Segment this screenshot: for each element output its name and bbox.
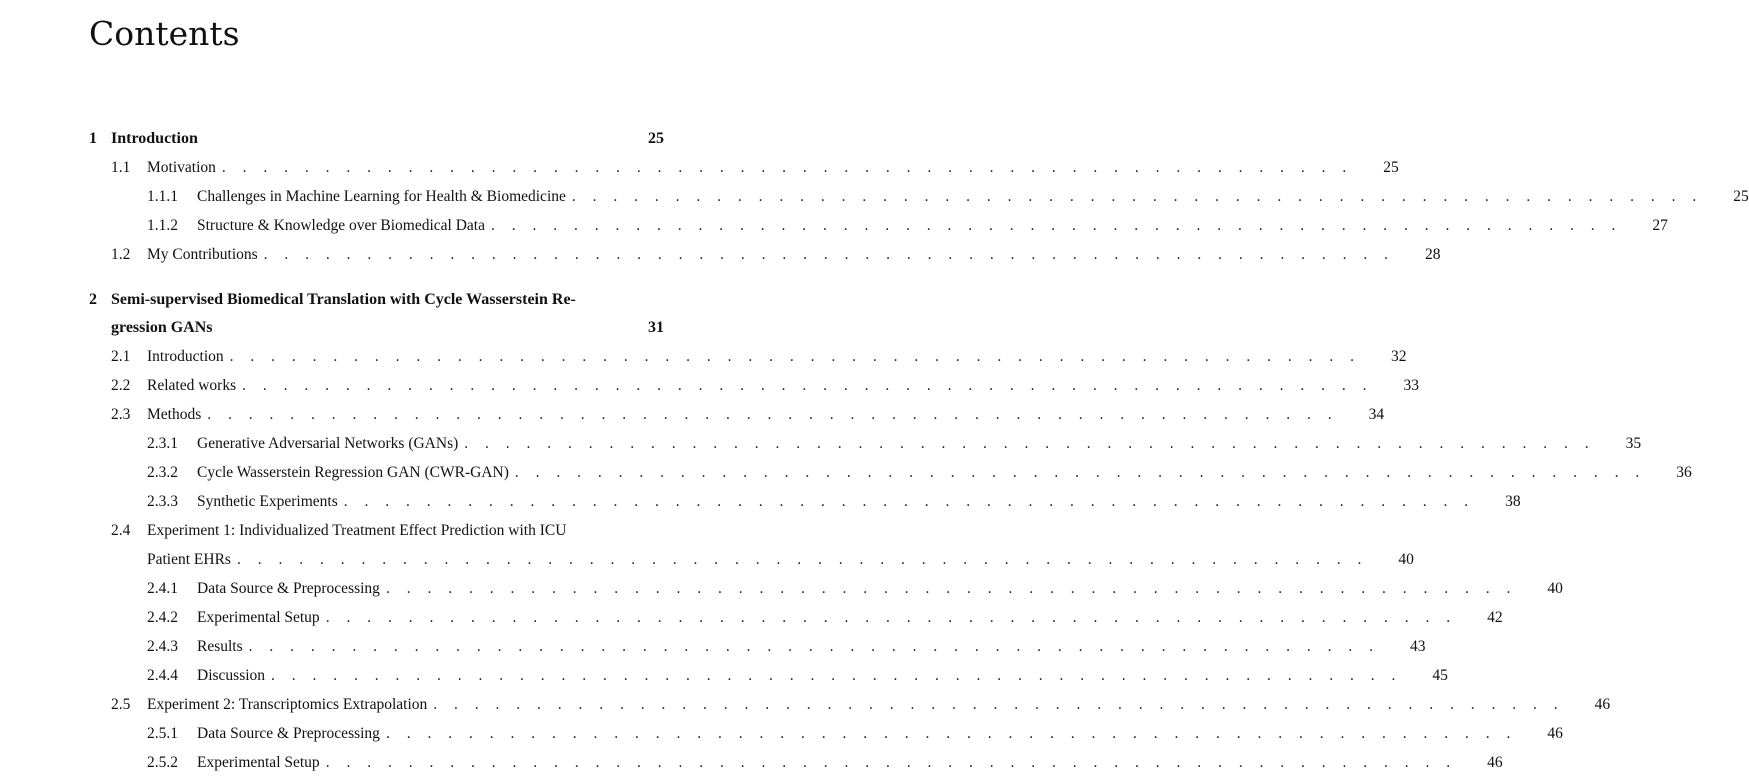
toc-dot-leader: . . . . . . . . . . . . . . . . . . . . . . . . . . . . . . . . . . . . . . . . . . . . . . . . . . . . . . . <box>248 638 1380 655</box>
toc-dot-leader: . . . . . . . . . . . . . . . . . . . . . . . . . . . . . . . . . . . . . . . . . . . . . . . . . . . . . . . <box>263 246 1395 263</box>
toc-page-number: 25 <box>1733 188 1749 205</box>
toc-number: 2.2 <box>111 377 131 394</box>
toc-number: 2.5.2 <box>147 754 178 771</box>
toc-label: Data Source & Preprocessing <box>197 725 380 742</box>
toc-entry-subsection[interactable] <box>147 429 1642 458</box>
toc-label: Related works <box>147 377 237 394</box>
toc-label: Introduction <box>111 130 198 147</box>
toc-label: Challenges in Machine Learning for Health & Biomedicine <box>197 188 566 205</box>
toc-number: 2.1 <box>111 348 131 365</box>
toc-label: Motivation <box>147 159 216 176</box>
toc-page-number: 25 <box>1383 159 1399 176</box>
toc-entry-chapter-2[interactable] <box>89 285 664 314</box>
toc-dot-leader: . . . . . . . . . . . . . . . . . . . . . . . . . . . . . . . . . . . . . . . . . . . . . . . . . . . . . . . <box>221 159 1353 176</box>
toc-label: Experimental Setup <box>197 609 320 626</box>
toc-label: Generative Adversarial Networks (GANs) <box>197 435 459 452</box>
toc-label: Experiment 2: Transcriptomics Extrapolation <box>147 696 428 713</box>
toc-entry-section[interactable] <box>111 240 1441 269</box>
toc-label: Introduction <box>147 348 224 365</box>
toc-label-continued: gression GANs <box>111 319 213 336</box>
toc-page-number: 36 <box>1676 464 1692 481</box>
toc-label: Semi-supervised Biomedical Translation with Cycle Wasserstein Re- <box>111 291 576 308</box>
toc-entry-section[interactable] <box>111 516 664 545</box>
toc-dot-leader: . . . . . . . . . . . . . . . . . . . . . . . . . . . . . . . . . . . . . . . . . . . . . . . . . . . . . . . <box>433 696 1565 713</box>
toc-number: 1.1.1 <box>147 188 178 205</box>
toc-number: 2.4.1 <box>147 580 178 597</box>
toc-dot-leader: . . . . . . . . . . . . . . . . . . . . . . . . . . . . . . . . . . . . . . . . . . . . . . . . . . . . . . . <box>343 493 1475 510</box>
toc-label: Experimental Setup <box>197 754 320 771</box>
toc-dot-leader: . . . . . . . . . . . . . . . . . . . . . . . . . . . . . . . . . . . . . . . . . . . . . . . . . . . . . . . <box>385 580 1517 597</box>
toc-number: 2.3.2 <box>147 464 178 481</box>
toc-number: 2.4.2 <box>147 609 178 626</box>
toc-number: 2.3 <box>111 406 131 423</box>
toc-page-number: 45 <box>1432 667 1448 684</box>
toc-dot-leader: . . . . . . . . . . . . . . . . . . . . . . . . . . . . . . . . . . . . . . . . . . . . . . . . . . . . . . . <box>236 551 1368 568</box>
toc-page-number: 46 <box>1547 725 1563 742</box>
toc-number: 2.4.4 <box>147 667 178 684</box>
toc-label: Discussion <box>197 667 266 684</box>
toc-label: Synthetic Experiments <box>197 493 338 510</box>
toc-entry-chapter-1[interactable] <box>89 124 664 153</box>
toc-page-number: 33 <box>1403 377 1419 394</box>
toc-page-number: 35 <box>1625 435 1642 452</box>
toc-entry-subsection[interactable] <box>147 719 1563 748</box>
toc-entry-subsection[interactable] <box>147 661 1448 690</box>
toc-number: 2.5 <box>111 696 131 713</box>
toc-label: Cycle Wasserstein Regression GAN (CWR-GAN) <box>197 464 509 481</box>
toc-entry-section[interactable] <box>111 153 1399 182</box>
toc-page-number: 27 <box>1652 217 1668 234</box>
toc-entry-subsection[interactable] <box>147 458 1692 487</box>
toc-page-number: 42 <box>1487 609 1503 626</box>
toc-dot-leader: . . . . . . . . . . . . . . . . . . . . . . . . . . . . . . . . . . . . . . . . . . . . . . . . . . . . . . . <box>325 754 1457 771</box>
toc-dot-leader: . . . . . . . . . . . . . . . . . . . . . . . . . . . . . . . . . . . . . . . . . . . . . . . . . . . . . . . <box>385 725 1517 742</box>
toc-entry-section[interactable] <box>111 400 1385 429</box>
toc-dot-leader: . . . . . . . . . . . . . . . . . . . . . . . . . . . . . . . . . . . . . . . . . . . . . . . . . . . . . . . <box>514 464 1646 481</box>
toc-number: 1.1.2 <box>147 217 178 234</box>
toc-dot-leader: . . . . . . . . . . . . . . . . . . . . . . . . . . . . . . . . . . . . . . . . . . . . . . . . . . . . . . . <box>571 188 1703 205</box>
toc-label: Methods <box>147 406 202 423</box>
toc-page-number: 40 <box>1547 580 1563 597</box>
toc-entry-subsection[interactable] <box>147 748 1503 777</box>
toc-number: 2.4 <box>111 522 131 539</box>
toc-number: 2.4.3 <box>147 638 178 655</box>
toc-page-number: 43 <box>1410 638 1426 655</box>
toc-page-number: 40 <box>1398 551 1414 568</box>
toc-page-number: 46 <box>1487 754 1503 771</box>
toc-label: Data Source & Preprocessing <box>197 580 380 597</box>
toc-entry-subsection[interactable] <box>147 632 1426 661</box>
toc-number: 2.3.3 <box>147 493 178 510</box>
toc-number: 2.5.1 <box>147 725 178 742</box>
toc-dot-leader: . . . . . . . . . . . . . . . . . . . . . . . . . . . . . . . . . . . . . . . . . . . . . . . . . . . . . . . <box>271 667 1402 684</box>
toc-entry-subsection[interactable] <box>147 211 1668 240</box>
toc-dot-leader: . . . . . . . . . . . . . . . . . . . . . . . . . . . . . . . . . . . . . . . . . . . . . . . . . . . . . . . <box>242 377 1373 394</box>
toc-page-number: 28 <box>1425 246 1441 263</box>
page-title: Contents <box>89 14 240 53</box>
toc-page-number: 25 <box>648 130 664 147</box>
toc-page-number: 32 <box>1391 348 1407 365</box>
toc-page-number: 34 <box>1368 406 1385 423</box>
toc-label-continued: Patient EHRs <box>147 551 231 568</box>
toc-dot-leader: . . . . . . . . . . . . . . . . . . . . . . . . . . . . . . . . . . . . . . . . . . . . . . . . . . . . . . . <box>207 406 1339 423</box>
toc-label: Structure & Knowledge over Biomedical Data <box>197 217 485 234</box>
toc-label: Experiment 1: Individualized Treatment Effect Prediction with ICU <box>147 522 567 539</box>
toc-dot-leader: . . . . . . . . . . . . . . . . . . . . . . . . . . . . . . . . . . . . . . . . . . . . . . . . . . . . . . . <box>490 217 1622 234</box>
toc-entry-section[interactable] <box>111 342 1407 371</box>
toc-entry-section[interactable] <box>111 371 1419 400</box>
toc-dot-leader: . . . . . . . . . . . . . . . . . . . . . . . . . . . . . . . . . . . . . . . . . . . . . . . . . . . . . . . <box>325 609 1457 626</box>
toc-number: 1.1 <box>111 159 131 176</box>
toc-page-number: 31 <box>648 319 664 336</box>
toc-entry-subsection[interactable] <box>147 574 1563 603</box>
toc-entry-chapter-2-continued[interactable] <box>111 313 664 342</box>
toc-entry-subsection[interactable] <box>147 182 1749 211</box>
toc-number: 2 <box>89 291 97 308</box>
toc-number: 1 <box>89 130 97 147</box>
toc-entry-subsection[interactable] <box>147 487 1521 516</box>
toc-page-number: 38 <box>1505 493 1521 510</box>
toc-entry-subsection[interactable] <box>147 603 1503 632</box>
toc-dot-leader: . . . . . . . . . . . . . . . . . . . . . . . . . . . . . . . . . . . . . . . . . . . . . . . . . . . . . . . <box>229 348 1361 365</box>
toc-entry-section[interactable] <box>111 690 1611 719</box>
toc-dot-leader: . . . . . . . . . . . . . . . . . . . . . . . . . . . . . . . . . . . . . . . . . . . . . . . . . . . . . . . <box>464 435 1596 452</box>
toc-label: My Contributions <box>147 246 258 263</box>
toc-page-number: 46 <box>1594 696 1611 713</box>
toc-label: Results <box>197 638 243 655</box>
toc-number: 2.3.1 <box>147 435 178 452</box>
toc-entry-section-continued[interactable] <box>147 545 1414 574</box>
toc-number: 1.2 <box>111 246 131 263</box>
